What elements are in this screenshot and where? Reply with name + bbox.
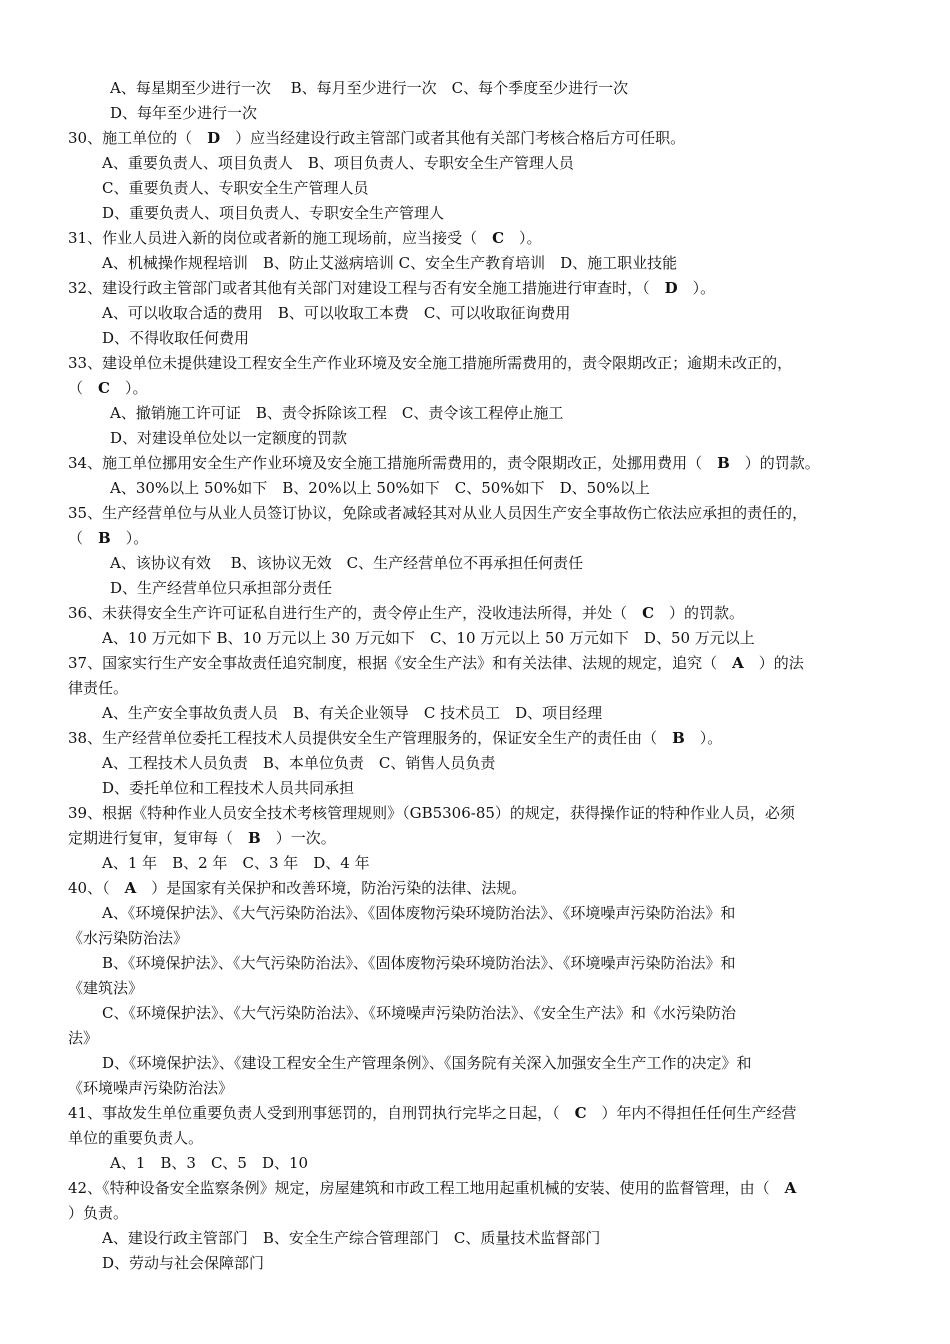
option-line: D、《环境保护法》、《建设工程安全生产管理条例》、《国务院有关深入加强安全生产工作的决定》和 bbox=[102, 1054, 752, 1072]
option-line: C、重要负责人、专职安全生产管理人员 bbox=[102, 179, 369, 197]
answer-letter: B bbox=[672, 729, 685, 747]
question-line: ）负责。 bbox=[68, 1204, 129, 1222]
answer-letter: B bbox=[98, 529, 111, 547]
question-line: 38、生产经营单位委托工程技术人员提供安全生产管理服务的，保证安全生产的责任由（ B ）。 bbox=[68, 729, 723, 747]
option-line: A、1 年 B、2 年 C、3 年 D、4 年 bbox=[102, 854, 370, 872]
question-line: 34、施工单位挪用安全生产作业环境及安全施工措施所需费用的，责令限期改正，处挪用费用（ B ）的罚款。 bbox=[68, 454, 820, 472]
option-line: 《建筑法》 bbox=[68, 979, 144, 997]
option-line: 《水污染防治法》 bbox=[68, 929, 189, 947]
question-line: （ C ）。 bbox=[68, 379, 148, 397]
answer-letter: D bbox=[207, 129, 221, 147]
question-line: 37、国家实行生产安全事故责任追究制度，根据《安全生产法》和有关法律、法规的规定，追究（ A ）的法 bbox=[68, 654, 804, 672]
question-line: 单位的重要负责人。 bbox=[68, 1129, 204, 1147]
option-line: D、每年至少进行一次 bbox=[110, 104, 258, 122]
option-line: A、建设行政主管部门 B、安全生产综合管理部门 C、质量技术监督部门 bbox=[102, 1229, 601, 1247]
option-line: A、撤销施工许可证 B、责令拆除该工程 C、责令该工程停止施工 bbox=[110, 404, 564, 422]
question-line: 31、作业人员进入新的岗位或者新的施工现场前，应当接受（ C ）。 bbox=[68, 229, 542, 247]
option-line: D、生产经营单位只承担部分责任 bbox=[110, 579, 333, 597]
question-line: 39、根据《特种作业人员安全技术考核管理规则》（GB5306-85）的规定，获得操作证的特种作业人员，必须 bbox=[68, 804, 795, 822]
answer-letter: D bbox=[664, 279, 678, 297]
option-line: D、委托单位和工程技术人员共同承担 bbox=[102, 779, 355, 797]
question-line: 41、事故发生单位重要负责人受到刑事惩罚的，自刑罚执行完毕之日起，（ C ）年内不得担任任何生产经营 bbox=[68, 1104, 797, 1122]
answer-letter: C bbox=[574, 1104, 587, 1122]
option-line: C、《环境保护法》、《大气污染防治法》、《环境噪声污染防治法》、《安全生产法》和《水污染防治 bbox=[102, 1004, 736, 1022]
option-line: A、《环境保护法》、《大气污染防治法》、《固体废物污染环境防治法》、《环境噪声污染防治法》和 bbox=[102, 904, 736, 922]
option-line: A、可以收取合适的费用 B、可以收取工本费 C、可以收取征询费用 bbox=[102, 304, 571, 322]
question-line: 35、生产经营单位与从业人员签订协议，免除或者减轻其对从业人员因生产安全事故伤亡依法应承担的责任的， bbox=[68, 504, 808, 522]
option-line: B、《环境保护法》、《大气污染防治法》、《固体废物污染环境防治法》、《环境噪声污染防治法》和 bbox=[102, 954, 736, 972]
question-line: 律责任。 bbox=[68, 679, 129, 697]
option-line: A、1 B、3 C、5 D、10 bbox=[110, 1154, 309, 1172]
option-line: A、重要负责人、项目负责人 B、项目负责人、专职安全生产管理人员 bbox=[102, 154, 574, 172]
option-line: 《环境噪声污染防治法》 bbox=[68, 1079, 234, 1097]
option-line: D、不得收取任何费用 bbox=[102, 329, 250, 347]
answer-letter: C bbox=[492, 229, 505, 247]
option-line: A、机械操作规程培训 B、防止艾滋病培训 C、安全生产教育培训 D、施工职业技能 bbox=[102, 254, 678, 272]
option-line: 法》 bbox=[68, 1029, 99, 1047]
option-line: A、每星期至少进行一次 B、每月至少进行一次 C、每个季度至少进行一次 bbox=[110, 79, 629, 97]
question-line: 40、（ A ）是国家有关保护和改善环境，防治污染的法律、法规。 bbox=[68, 879, 527, 897]
answer-letter: C bbox=[98, 379, 110, 397]
answer-letter: A bbox=[784, 1179, 797, 1197]
option-line: A、工程技术人员负责 B、本单位负责 C、销售人员负责 bbox=[102, 754, 496, 772]
answer-letter: B bbox=[248, 829, 261, 847]
question-line: （ B ）。 bbox=[68, 529, 149, 547]
answer-letter: A bbox=[124, 879, 137, 897]
question-line: 30、施工单位的（ D ）应当经建设行政主管部门或者其他有关部门考核合格后方可任职。 bbox=[68, 129, 686, 147]
option-line: A、该协议有效 B、该协议无效 C、生产经营单位不再承担任何责任 bbox=[110, 554, 584, 572]
answer-letter: B bbox=[717, 454, 730, 472]
answer-letter: C bbox=[642, 604, 655, 622]
option-line: A、生产安全事故负责人员 B、有关企业领导 C 技术员工 D、项目经理 bbox=[102, 704, 603, 722]
answer-letter: A bbox=[732, 654, 744, 672]
question-line: 32、建设行政主管部门或者其他有关部门对建设工程与否有安全施工措施进行审查时，（ D ）。 bbox=[68, 279, 716, 297]
option-line: A、10 万元如下 B、10 万元以上 30 万元如下 C、10 万元以上 50 万元如下 D、50 万元以上 bbox=[102, 629, 755, 647]
option-line: D、对建设单位处以一定额度的罚款 bbox=[110, 429, 348, 447]
question-line: 定期进行复审，复审每（ B ）一次。 bbox=[68, 829, 336, 847]
question-line: 42、《特种设备安全监察条例》规定，房屋建筑和市政工程工地用起重机械的安装、使用的监督管理，由（ A bbox=[68, 1179, 797, 1197]
question-line: 36、未获得安全生产许可证私自进行生产的，责令停止生产，没收违法所得，并处（ C ）的罚款。 bbox=[68, 604, 745, 622]
option-line: A、30%以上 50%如下 B、20%以上 50%如下 C、50%如下 D、50%以上 bbox=[110, 479, 650, 497]
option-line: D、劳动与社会保障部门 bbox=[102, 1254, 265, 1272]
option-line: D、重要负责人、项目负责人、专职安全生产管理人 bbox=[102, 204, 445, 222]
question-line: 33、建设单位未提供建设工程安全生产作业环境及安全施工措施所需费用的，责令限期改正；逾期未改正的， bbox=[68, 354, 793, 372]
